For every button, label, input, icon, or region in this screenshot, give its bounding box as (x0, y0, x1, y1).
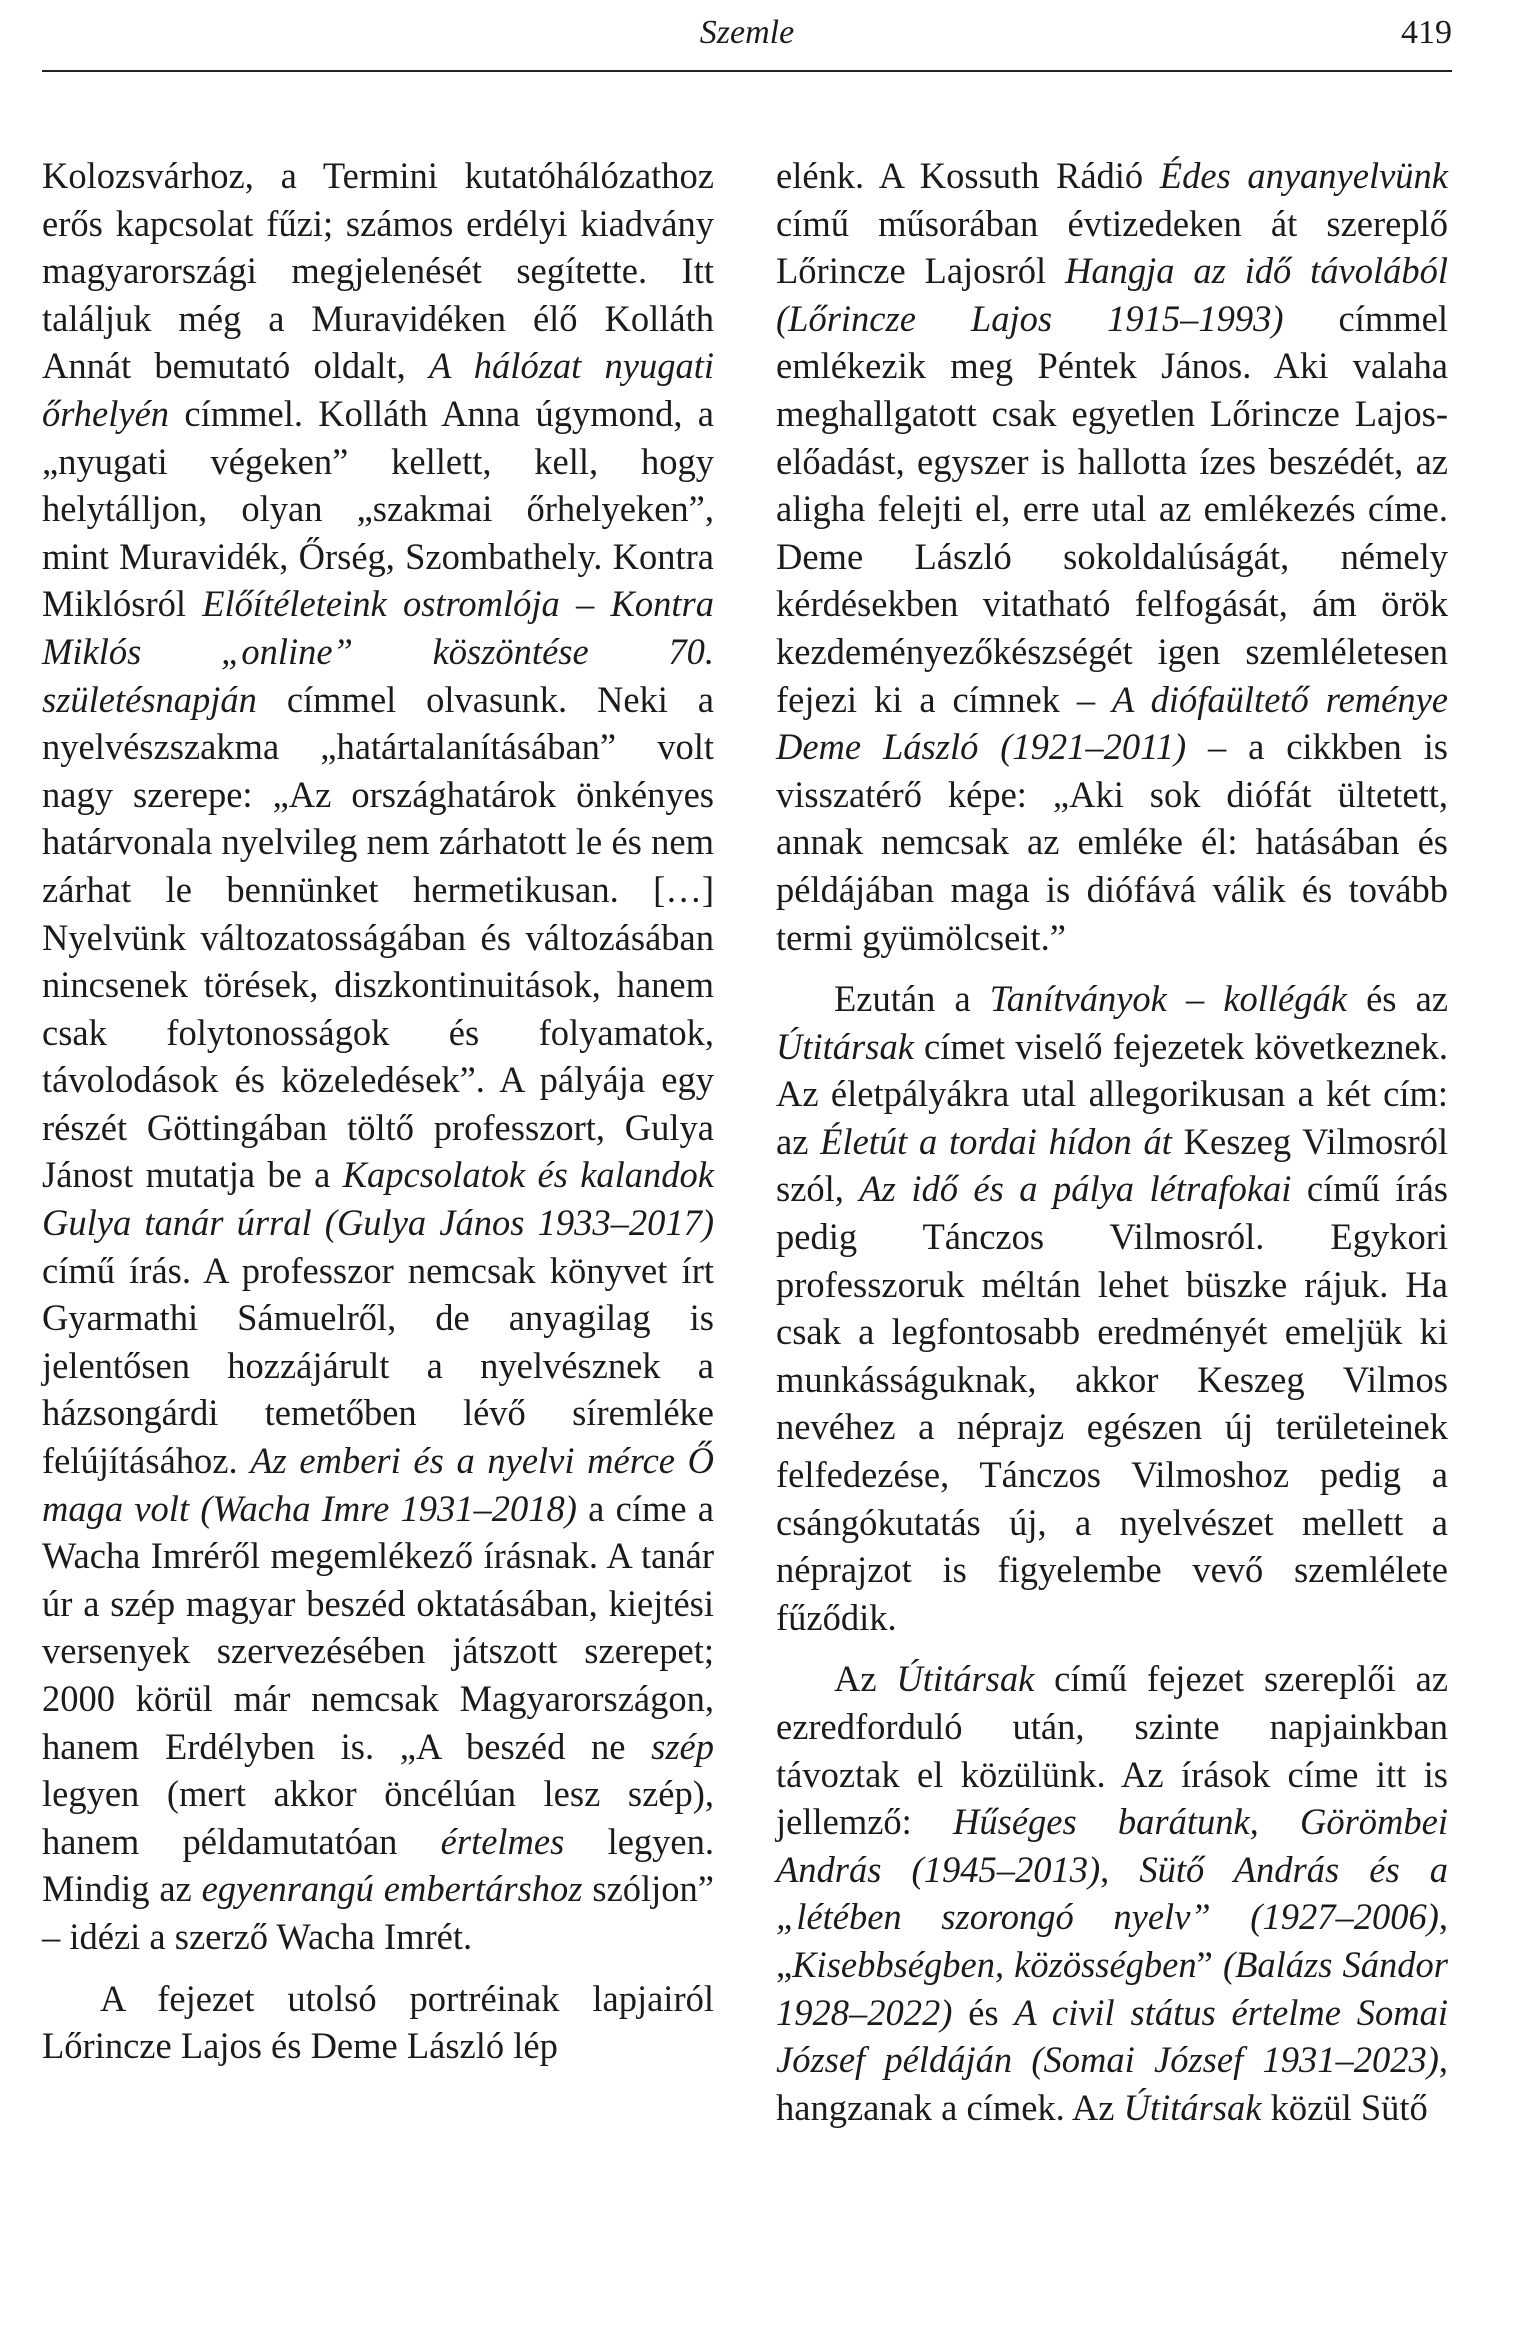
text-run: elénk. A Kossuth Rádió (776, 155, 1160, 196)
paragraph (776, 152, 1448, 961)
italic-title: (Balázs Sándor 1928–2022) (776, 1943, 1448, 2033)
running-title: Szemle (699, 14, 795, 51)
text-run: , (1100, 1848, 1140, 1890)
left-column (42, 152, 714, 2070)
running-header (42, 0, 1452, 72)
text-run: című fejezet szereplői az ezredforduló után, szinte napjainkban távoztak el közülünk. Az írások címe itt is jellemző: (776, 1658, 1449, 1843)
italic-title: Édes anyanyelvünk (1159, 155, 1449, 196)
italic-phrase: egyenrangú embertárshoz (201, 1868, 583, 1910)
paragraph: A fejezet utolsó portréinak lapjairól Lőrincze Lajos és Deme László lép (42, 1977, 714, 2067)
text-run: Ezután a (834, 978, 990, 1020)
text-run: Keszeg Vilmosról szól, (776, 1120, 1448, 1210)
italic-title: Útitársak (896, 1658, 1035, 1700)
italic-title: Életút a tordai hídon át (820, 1120, 1172, 1162)
text-run: című műsorában évtizedeken át szereplő Lőrincze Lajosról (776, 202, 1448, 292)
text-run: közül Sütő (1261, 2086, 1428, 2128)
text-run: ” (1196, 1943, 1223, 1985)
italic-title: Kapcsolatok és kalandok Gulya tanár úrral (Gulya János 1933–2017) (42, 1154, 714, 1244)
text-run: című írás. A professzor nemcsak könyvet írt Gyarmathi Sámuelről, de anyagilag is jelentősen hozzájárult a nyelvésznek a házsongárdi temetőben lévő síremléke felújításához. (42, 1249, 714, 1482)
italic-title: Az emberi és a nyelvi mérce Ő maga volt (Wacha Imre 1931–2018) (42, 1440, 715, 1529)
paragraph (42, 152, 714, 1961)
text-run: című írás pedig Tánczos Vilmosról. Egykori professzoruk méltán lehet büszke rájuk. Ha csak a legfontosabb eredményét emeljük ki munkásságuknak, akkor Keszeg Vilmos nevéhez a néprajz egészen új területeinek felfedezése, Tánczos Vilmoshoz pedig a csángókutatás új, a nyelvészet mellett a néprajzot is figyelembe vevő szemlélete fűződik. (776, 1168, 1448, 1638)
italic-title: A diófaültető reménye Deme László (1921–2011) (776, 678, 1448, 768)
italic-title: Kisebbségben, közösségben (792, 1943, 1197, 1985)
text-run: címmel. Kolláth Anna úgymond, a „nyugati végeken” kellett, kell, hogy helytálljon, olyan „szakmai őrhelyeken”, mint Muravidék, Őrség, Szombathely. Kontra Miklósról (42, 392, 714, 625)
text-run: címmel emlékezik meg Péntek János. Aki valaha meghallgatott csak egyetlen Lőrincze Lajos-előadást, egyszer is hallotta ízes beszédét, az aligha felejti el, erre utal az emlékezés címe. Deme László sokoldalúságát, némely kérdésekben vitatható felfogását, ám örök kezdeményezőkészségét igen szemléletesen fejezi ki a címnek – (776, 297, 1448, 720)
text-run: legyen. Mindig az (42, 1820, 714, 1910)
paragraph (776, 1655, 1448, 2131)
paragraph (776, 975, 1448, 1641)
text-run: , hangzanak a címek. Az (776, 2039, 1448, 2128)
italic-title: Sütő András és a „létében szorongó nyelv” (1927–2006) (776, 1848, 1449, 1938)
text-run: Kolozsvárhoz, a Termini kutatóhálózathoz erős kapcsolat fűzi; számos erdélyi kiadvány magyarországi megjelenését segítette. Itt találjuk még a Muravidéken élő Kolláth Annát bemutató oldalt, (42, 155, 714, 387)
italic-title: Útitársak (1123, 2086, 1262, 2128)
text-run: és (952, 1991, 1015, 2033)
italic-title: Előítéleteink ostromlója – Kontra Miklós „online” köszöntése 70. születésnapján (42, 583, 714, 720)
text-run: – a cikkben is visszatérő képe: „Aki sok diófát ültetett, annak nemcsak az emléke él: hatásában és példájában maga is diófává válik és tovább termi gyümölcseit.” (776, 726, 1448, 958)
text-run: és az (1346, 978, 1448, 1020)
italic-word: szép (651, 1725, 714, 1767)
text-run: a címe a Wacha Imréről megemlékező írásnak. A tanár úr a szép magyar beszéd oktatásában, kiejtési versenyek szervezésében játszott szerepet; 2000 körül már nemcsak Magyarországon, hanem Erdélyben is. „A beszéd ne (42, 1487, 714, 1767)
italic-title: A hálózat nyugati őrhelyén (42, 345, 715, 434)
italic-title: Hangja az idő távolából (Lőrincze Lajos 1915–1993) (776, 250, 1448, 339)
page-number: 419 (1401, 14, 1452, 51)
italic-title: Tanítványok – kollégák (989, 978, 1347, 1020)
right-column (776, 152, 1448, 2131)
text-run: Az (834, 1658, 897, 1700)
text-run: címmel olvasunk. Neki a nyelvészszakma „határtalanításában” volt nagy szerepe: „Az országhatárok önkényes határvonala nyelvileg nem zárhatott le és nem zárhat le bennünket hermetikusan. […] Nyelvünk változatosságában és változásában nincsenek törések, diszkontinuitások, hanem csak folytonosságok és folyamatok, távolodások és közeledések”. A pályája egy részét Göttingában töltő professzort, Gulya Jánost mutatja be a (42, 678, 714, 1196)
italic-title: Hűséges barátunk, Görömbei András (1945–2013) (776, 1801, 1448, 1890)
italic-title: Útitársak (776, 1025, 914, 1067)
text-run: címet viselő fejezetek következnek. Az életpályákra utal allegorikusan a két cím: az (776, 1025, 1448, 1162)
italic-title: Az idő és a pálya létrafokai (859, 1168, 1292, 1210)
text-run: szóljon” – idézi a szerző Wacha Imrét. (42, 1868, 714, 1957)
text-run: legyen (mert akkor öncélúan lesz szép), hanem példamutatóan (42, 1773, 714, 1862)
italic-word: értelmes (440, 1820, 565, 1862)
italic-title: A civil státus értelme Somai József példáján (Somai József 1931–2023) (776, 1991, 1448, 2081)
text-run: , „ (776, 1896, 1448, 1985)
